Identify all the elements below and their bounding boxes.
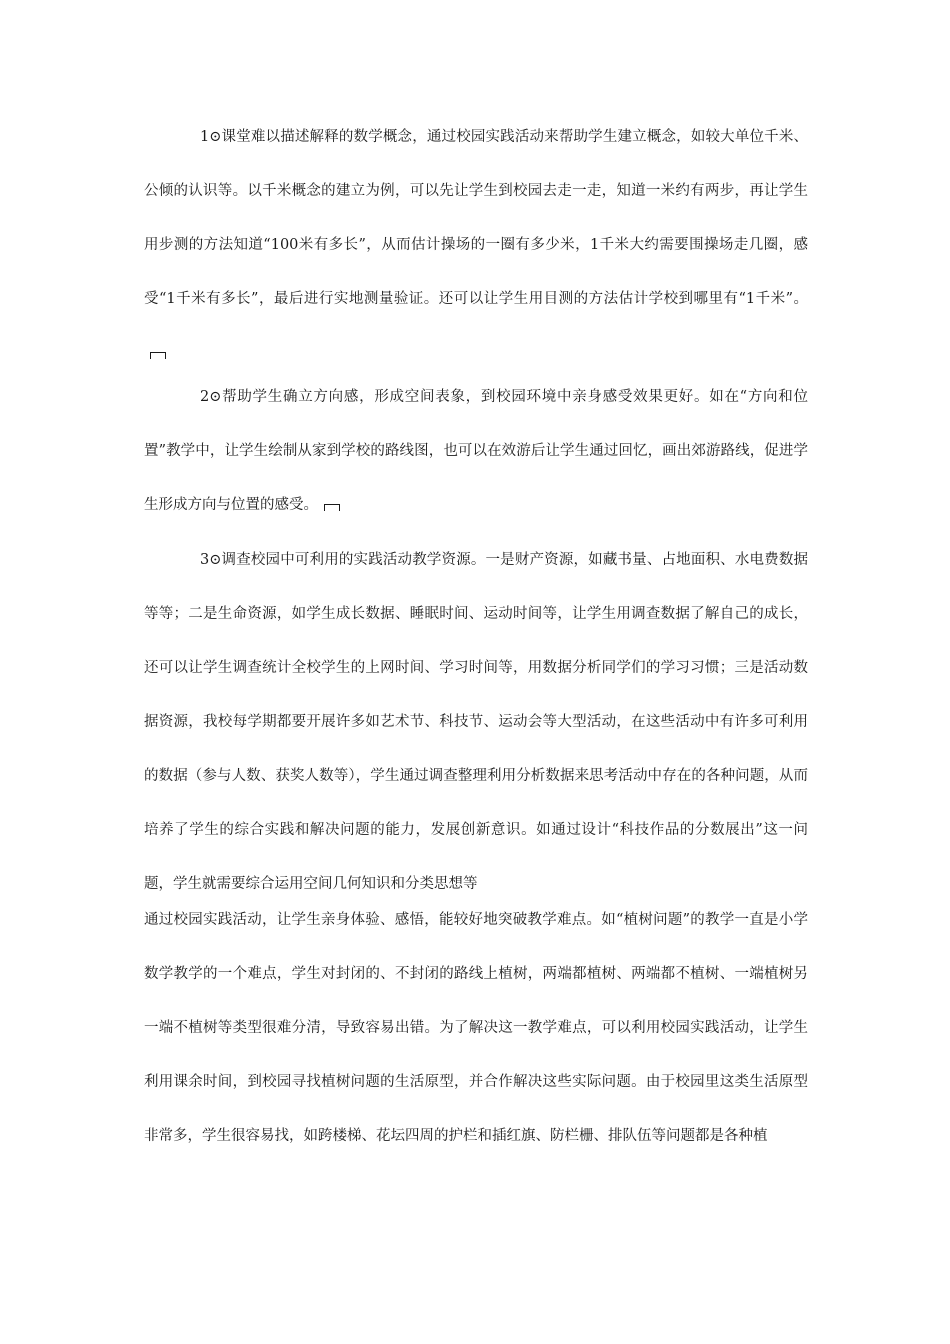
paragraph-2-text: 2⊙帮助学生确立方向感，形成空间表象，到校园环境中亲身感受效果更好。如在“方向和位置”教学中，让学生绘制从家到学校的路线图，也可以在效游后让学生通过回忆，画出郊游路线，促进学生形成方向与位置的感受。 bbox=[144, 389, 808, 513]
paragraph-3 bbox=[144, 533, 808, 911]
paragraph-4-text: 通过校园实践活动，让学生亲身体验、感悟，能较好地突破教学难点。如“植树问题”的教学一直是小学数学教学的一个难点，学生对封闭的、不封闭的路线上植树，两端都植树、两端都不植树、一端植树另一端不植树等类型很难分清，导致容易出错。为了解决这一教学难点，可以利用校园实践活动，让学生利用课余时间，到校园寻找植树问题的生活原型，并合作解决这些实际问题。由于校园里这类生活原型非常多，学生很容易找，如跨楼梯、花坛四周的护栏和插红旗、防栏栅、排队伍等问题都是各种植 bbox=[144, 912, 808, 1144]
paragraph-1-text: 1⊙课堂难以描述解释的数学概念，通过校园实践活动来帮助学生建立概念，如较大单位千米、公倾的认识等。以千米概念的建立为例，可以先让学生到校园去走一走，知道一米约有两步，再让学生用步测的方法知道“100米有多长”，从而估计操场的一圈有多少米，1千米大约需要围操场走几圈，感受“1千米有多长”，最后进行实地测量验证。还可以让学生用目测的方法估计学校到哪里有“1千米”。 bbox=[144, 129, 808, 307]
paragraph-end-mark-icon bbox=[324, 504, 340, 511]
paragraph-1 bbox=[144, 110, 808, 380]
paragraph-end-mark-icon bbox=[150, 352, 166, 359]
paragraph-3-text: 3⊙调查校园中可利用的实践活动教学资源。一是财产资源，如藏书量、占地面积、水电费数据等等；二是生命资源，如学生成长数据、睡眠时间、运动时间等，让学生用调查数据了解自己的成长，还可以让学生调查统计全校学生的上网时间、学习时间等，用数据分析同学们的学习习惯；三是活动数据资源，我校每学期都要开展许多如艺术节、科技节、运动会等大型活动，在这些活动中有许多可利用的数据（参与人数、获奖人数等），学生通过调查整理利用分析数据来思考活动中存在的各种问题，从而培养了学生的综合实践和解决问题的能力，发展创新意识。如通过设计“科技作品的分数展出”这一问题，学生就需要综合运用空间几何知识和分类思想等 bbox=[144, 552, 808, 892]
paragraph-4 bbox=[144, 893, 808, 1163]
paragraph-2 bbox=[144, 370, 808, 532]
